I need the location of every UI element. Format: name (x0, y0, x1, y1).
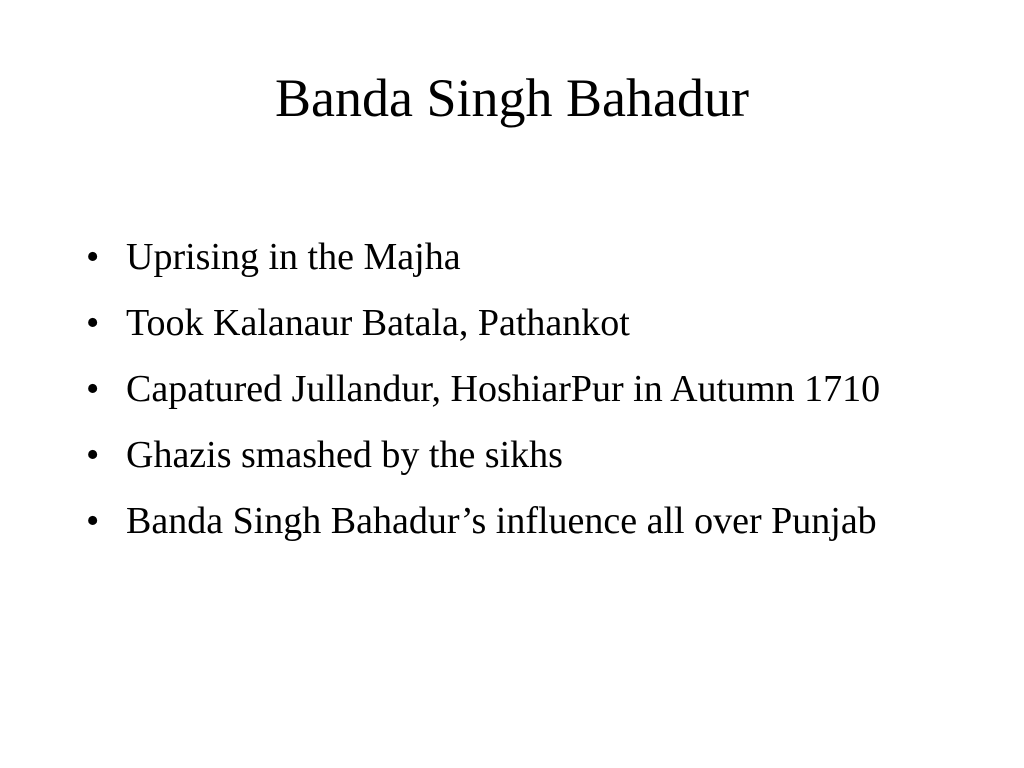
bullet-marker: • (86, 302, 100, 344)
bullet-marker: • (86, 236, 100, 278)
bullet-text: Uprising in the Majha (126, 236, 461, 278)
bullet-marker: • (86, 500, 100, 542)
bullet-item-uprising (86, 232, 946, 282)
bullet-text: Took Kalanaur Batala, Pathankot (126, 302, 630, 344)
bullet-text: Banda Singh Bahadur’s influence all over Punjab (126, 500, 877, 542)
bullet-list (86, 232, 946, 562)
bullet-item-ghazis-smashed (86, 430, 946, 480)
bullet-text: Ghazis smashed by the sikhs (126, 434, 563, 476)
bullet-text: Capatured Jullandur, HoshiarPur in Autumn 1710 (126, 368, 881, 410)
bullet-marker: • (86, 434, 100, 476)
bullet-item-captured-jullandur (86, 364, 946, 414)
bullet-item-influence-punjab (86, 496, 946, 546)
slide-title: Banda Singh Bahadur (275, 68, 749, 128)
bullet-item-took-kalanaur (86, 298, 946, 348)
bullet-marker: • (86, 368, 100, 410)
